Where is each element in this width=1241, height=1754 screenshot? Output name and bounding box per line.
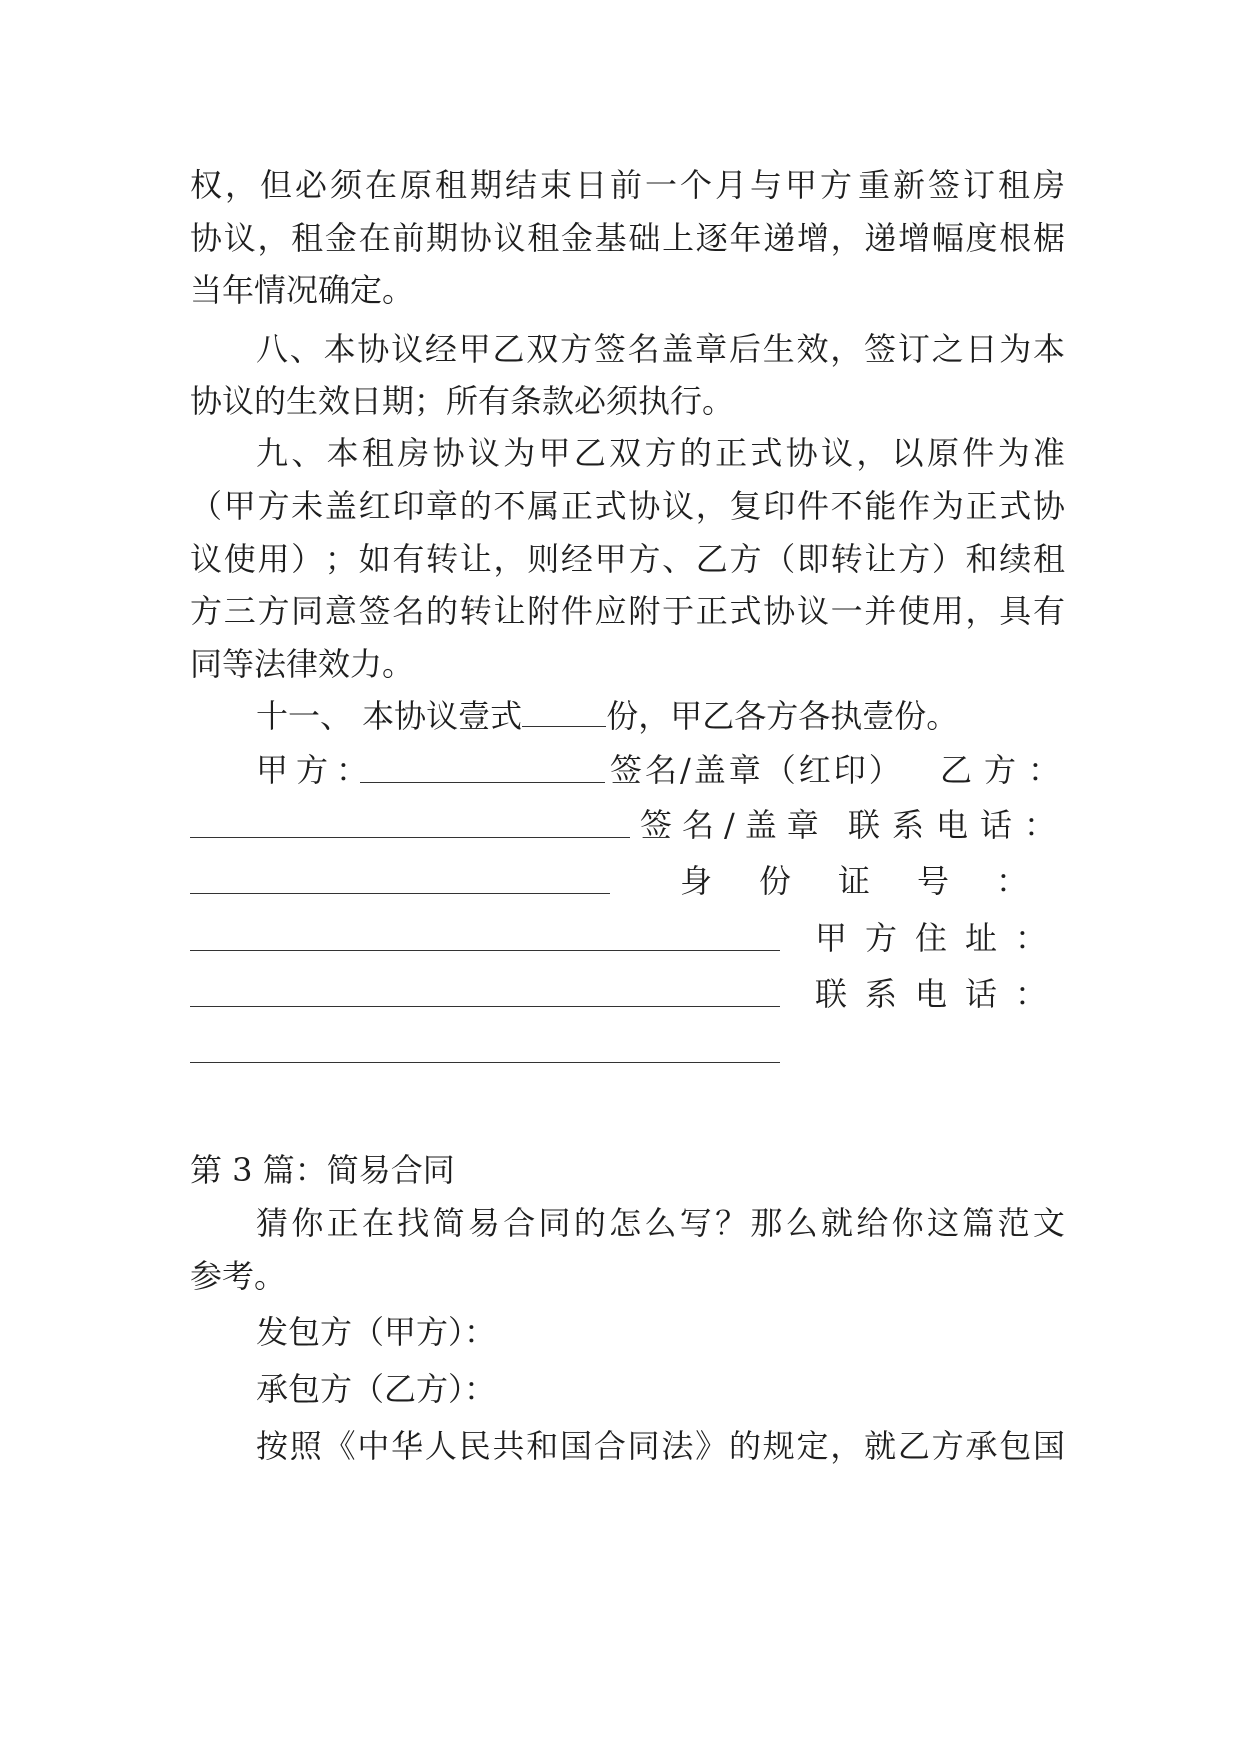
clause-text-char: （ (763, 540, 796, 578)
basis-text-char: 国 (1032, 1427, 1065, 1465)
clause-text-char: 生 (762, 330, 795, 368)
basis-text-char: 乙 (897, 1427, 930, 1465)
clause-text-char: 、 (662, 540, 695, 578)
clause-text-char: 同 (291, 592, 324, 630)
clause-text-char: 章 (695, 330, 728, 368)
copies-blank (522, 692, 606, 727)
party-b-label-row (940, 742, 1073, 798)
clause-text-char: ） (291, 540, 324, 578)
clause-text-char: 后 (728, 330, 761, 368)
clause-text-char: 年 (729, 219, 762, 257)
clause-text-char: 协 (628, 487, 661, 525)
clause-text-char: 复 (729, 487, 762, 525)
intro-text-char: 文 (1032, 1204, 1065, 1242)
clause-text-char: 印 (763, 487, 796, 525)
clause-text-char: 件 (962, 434, 995, 472)
clause-text-char: 不 (830, 487, 863, 525)
clause-text-char: 则 (527, 540, 560, 578)
basis-text-char: 民 (458, 1427, 491, 1465)
clause-text-char: 使 (898, 592, 931, 630)
intro-text-char: 易 (467, 1204, 500, 1242)
clause-text-char: 附 (527, 592, 560, 630)
clause-text-char: 一 (645, 166, 678, 204)
clause-text-char: 协 (432, 434, 465, 472)
intro-text-char: 简 (432, 1204, 465, 1242)
intro-text: 参考。 (190, 1257, 287, 1295)
clause-text-char: ； (324, 540, 357, 578)
clause-text-char: 递 (763, 219, 796, 257)
basis-text-char: 合 (593, 1427, 626, 1465)
clause-9-line-1 (256, 425, 1065, 481)
clause-text-char: 逐 (695, 219, 728, 257)
party-b-label: 乙方： (940, 751, 1073, 789)
clause-text-char: 租 (1032, 540, 1065, 578)
clause-text-char: 双 (526, 330, 559, 368)
clause-text-char: 订 (897, 330, 930, 368)
clause-text-char: （ (190, 487, 223, 525)
clause-text-char: 能 (864, 487, 897, 525)
basis-text-char: 的 (728, 1427, 761, 1465)
clause-text-char: 应 (594, 592, 627, 630)
clause-text-char: 本 (323, 330, 356, 368)
address-blank (190, 1006, 780, 1007)
clause-text-char: 式 (729, 592, 762, 630)
clause-9-line-4 (190, 583, 1065, 639)
clause-text-char: 结 (505, 166, 538, 204)
clause-text-char: 的 (679, 434, 712, 472)
clause-text-char: 属 (527, 487, 560, 525)
clause-text-char: 方 (729, 540, 762, 578)
clause-7-line-3 (190, 262, 1065, 318)
phone-row-2 (815, 966, 1075, 1022)
contractor-a-line (256, 1304, 1065, 1360)
section-3-intro-line-1 (256, 1195, 1065, 1251)
clause-text-char: 签 (358, 592, 391, 630)
basis-line-1 (256, 1418, 1065, 1474)
clause-text-char: 方 (898, 540, 931, 578)
clause-text-char: 与 (750, 166, 783, 204)
clause-text-char: 为 (503, 434, 536, 472)
clause-text-char: 式 (999, 487, 1032, 525)
section-3-intro-line-2 (190, 1248, 1065, 1304)
clause-text-char: 正 (560, 487, 593, 525)
clause-text-char: 原 (400, 166, 433, 204)
basis-text-char: 定 (796, 1427, 829, 1465)
clause-text-char: 的 (426, 592, 459, 630)
basis-text-char: 国 (560, 1427, 593, 1465)
clause-text-char: 有 (392, 540, 425, 578)
clause-text-char: 前 (392, 219, 425, 257)
clause-text-char: 协 (785, 434, 818, 472)
intro-text-char: 么 (644, 1204, 677, 1242)
basis-text-char: 和 (526, 1427, 559, 1465)
intro-text-char: 的 (573, 1204, 606, 1242)
clause-text-char: 甲 (458, 330, 491, 368)
clause-text-char: 租 (361, 434, 394, 472)
address-label: 甲方住址： (815, 919, 1066, 957)
clause-text-char: 权 (190, 166, 223, 204)
clause-text-char: 增 (898, 219, 931, 257)
clause-text-char: 度 (965, 219, 998, 257)
clause-text-char: 方 (257, 487, 290, 525)
clause-text-char: 经 (560, 540, 593, 578)
clause-text-char: 前 (610, 166, 643, 204)
clause-text-char: 议 (391, 330, 424, 368)
intro-text-char: 正 (326, 1204, 359, 1242)
clause-text-char: 用 (257, 540, 290, 578)
clause-text-char: 盖 (661, 330, 694, 368)
intro-text-char: 篇 (962, 1204, 995, 1242)
clause-text-char: 准 (1032, 434, 1065, 472)
clause-text-char: 议 (662, 487, 695, 525)
contractor-b-line (256, 1361, 1065, 1417)
intro-text-char: 合 (503, 1204, 536, 1242)
intro-text-char: 范 (997, 1204, 1030, 1242)
clause-text-char: 方 (257, 592, 290, 630)
basis-text-char: 规 (762, 1427, 795, 1465)
clause-text-char: 红 (358, 487, 391, 525)
clause-text-char: 为 (999, 330, 1032, 368)
clause-text-char: 让 (459, 540, 492, 578)
clause-11-suffix: 份，甲乙各方各执壹份。 (606, 697, 959, 735)
basis-text-char: 华 (391, 1427, 424, 1465)
basis-text-char: 按 (256, 1427, 289, 1465)
basis-text-char: 人 (424, 1427, 457, 1465)
clause-text-char: ， (830, 219, 863, 257)
intro-text-char: 就 (821, 1204, 854, 1242)
clause-11 (256, 688, 1065, 744)
clause-text-char: 让 (493, 592, 526, 630)
clause-text-char: 以 (891, 434, 924, 472)
clause-text-char: 协 (459, 219, 492, 257)
clause-text-char: 议 (190, 540, 223, 578)
basis-text-char: 就 (864, 1427, 897, 1465)
basis-text-char: 中 (357, 1427, 390, 1465)
clause-text: 同等法律效力。 (190, 645, 415, 683)
clause-text-char: 方 (644, 434, 677, 472)
clause-text-char: 盖 (324, 487, 357, 525)
id-row (680, 853, 1075, 909)
clause-text-char: 议 (223, 219, 256, 257)
clause-text-char: 转 (459, 592, 492, 630)
intro-text-char: 给 (856, 1204, 889, 1242)
clause-text-char: 有 (1032, 592, 1065, 630)
clause-text-char: 方 (628, 540, 661, 578)
clause-text-char: 议 (821, 434, 854, 472)
clause-text-char: 租 (997, 166, 1030, 204)
clause-text-char: 期 (426, 219, 459, 257)
phone-row-1 (848, 797, 1073, 853)
clause-text: 当年情况确定。 (190, 271, 415, 309)
clause-text-char: ， (856, 434, 889, 472)
clause-text-char: ， (257, 219, 290, 257)
contractor-b-label: 承包方（乙方）： (256, 1370, 497, 1408)
intro-text-char: 怎 (609, 1204, 642, 1242)
clause-text-char: 、 (289, 330, 322, 368)
clause-text-char: 九 (256, 434, 289, 472)
clause-7-line-2 (190, 210, 1065, 266)
clause-text-char: 签 (927, 166, 960, 204)
contractor-a-label: 发包方（甲方）： (256, 1313, 497, 1351)
clause-text-char: 甲 (594, 540, 627, 578)
clause-text-char: 为 (931, 487, 964, 525)
id-label: 身份证号： (680, 862, 1076, 900)
intro-text-char: 你 (291, 1204, 324, 1242)
party-a-label: 甲方： (256, 751, 377, 789)
clause-text-char: ， (493, 540, 526, 578)
clause-text-char: 经 (424, 330, 457, 368)
clause-text-char: 递 (864, 219, 897, 257)
clause-text-char: 议 (493, 219, 526, 257)
clause-text-char: 租 (435, 166, 468, 204)
phone-label: 联系电话： (848, 806, 1069, 844)
clause-text-char: 原 (926, 434, 959, 472)
clause-9-line-5 (190, 636, 1065, 692)
basis-text-char: 照 (289, 1427, 322, 1465)
clause-text-char: 础 (628, 219, 661, 257)
clause-text-char: 日 (575, 166, 608, 204)
clause-text-char: 在 (365, 166, 398, 204)
intro-text-char: 么 (785, 1204, 818, 1242)
clause-text-char: 和 (965, 540, 998, 578)
clause-text-char: ， (695, 487, 728, 525)
clause-text-char: 方 (560, 330, 593, 368)
clause-text-char: 转 (830, 540, 863, 578)
clause-text-char: 月 (715, 166, 748, 204)
clause-text-char: 金 (324, 219, 357, 257)
intro-text-char: 这 (926, 1204, 959, 1242)
clause-text-char: 房 (397, 434, 430, 472)
clause-text-char: 新 (892, 166, 925, 204)
intro-text-char: ？ (715, 1204, 748, 1242)
clause-text-char: 效 (796, 330, 829, 368)
clause-text-char: 议 (467, 434, 500, 472)
intro-text-char: 写 (679, 1204, 712, 1242)
clause-text-char: 的 (459, 487, 492, 525)
clause-text-char: 签 (593, 330, 626, 368)
clause-text-char: 方 (190, 592, 223, 630)
basis-text-char: 包 (999, 1427, 1032, 1465)
intro-text-char: 找 (397, 1204, 430, 1242)
clause-9-line-2 (190, 478, 1065, 534)
basis-text-char: 法 (661, 1427, 694, 1465)
clause-text-char: 让 (864, 540, 897, 578)
clause-text-char: 租 (291, 219, 324, 257)
clause-text-char: 必 (295, 166, 328, 204)
clause-text-char: 议 (796, 592, 829, 630)
clause-text-char: 乙 (492, 330, 525, 368)
clause-text-char: 并 (864, 592, 897, 630)
clause-text-char: 式 (594, 487, 627, 525)
sign-seal: 签名/盖章 (640, 806, 829, 844)
clause-text-char: 为 (997, 434, 1030, 472)
basis-text-char: ， (830, 1427, 863, 1465)
clause-text-char: 房 (1032, 166, 1065, 204)
party-b-name-blank (190, 837, 630, 838)
clause-text-char: 三 (223, 592, 256, 630)
clause-text-char: 个 (680, 166, 713, 204)
basis-text-char: 《 (323, 1427, 356, 1465)
clause-text-char: 即 (796, 540, 829, 578)
clause-text-char: 如 (358, 540, 391, 578)
clause-text-char: 重 (857, 166, 890, 204)
phone-label-2: 联系电话： (815, 975, 1066, 1013)
intro-text-char: 猜 (256, 1204, 289, 1242)
clause-text-char: 束 (540, 166, 573, 204)
clause-text-char: 在 (358, 219, 391, 257)
clause-text-char: 幅 (931, 219, 964, 257)
clause-text-char: 式 (750, 434, 783, 472)
clause-text-char: 乙 (695, 540, 728, 578)
sign-seal-row (640, 797, 829, 853)
clause-text-char: 转 (426, 540, 459, 578)
clause-text-char: 须 (330, 166, 363, 204)
clause-text-char: 金 (560, 219, 593, 257)
clause-text-char: ） (931, 540, 964, 578)
clause-text-char: 章 (426, 487, 459, 525)
intro-text-char: 那 (750, 1204, 783, 1242)
clause-text-char: 订 (962, 166, 995, 204)
sign-seal-red: 签名/盖章（红印） (610, 751, 904, 789)
section-3-title (190, 1142, 1065, 1198)
clause-text-char: 使 (223, 540, 256, 578)
clause-text-char: 乙 (573, 434, 606, 472)
clause-text-char: 协 (763, 592, 796, 630)
clause-text-char: 协 (190, 219, 223, 257)
clause-text-char: 不 (493, 487, 526, 525)
clause-text-char: 租 (527, 219, 560, 257)
clause-text-char: 本 (1032, 330, 1065, 368)
clause-text-char: ， (225, 166, 258, 204)
clause-text: 协议的生效日期；所有条款必须执行。 (190, 382, 735, 420)
clause-text-char: 椐 (1032, 219, 1065, 257)
intro-text-char: 同 (538, 1204, 571, 1242)
clause-text-char: 件 (796, 487, 829, 525)
phone-blank-1 (190, 893, 610, 894)
clause-text-char: 期 (470, 166, 503, 204)
clause-text-char: ， (965, 592, 998, 630)
sign-seal-red-row (610, 742, 910, 798)
clause-text-char: 一 (830, 592, 863, 630)
clause-text-char: 本 (326, 434, 359, 472)
clause-text-char: 日 (965, 330, 998, 368)
clause-text-char: 附 (628, 592, 661, 630)
clause-text-char: 上 (662, 219, 695, 257)
section-title: 第 3 篇：简易合同 (190, 1151, 455, 1189)
basis-text-char: 方 (931, 1427, 964, 1465)
clause-text-char: 根 (999, 219, 1032, 257)
clause-text-char: ， (830, 330, 863, 368)
intro-text-char: 在 (361, 1204, 394, 1242)
clause-7-line-1 (190, 157, 1065, 213)
party-a-name-blank (360, 782, 605, 783)
clause-text-char: 、 (291, 434, 324, 472)
clause-text-char: 件 (560, 592, 593, 630)
clause-text-char: 方 (820, 166, 853, 204)
clause-text-char: 甲 (785, 166, 818, 204)
clause-text-char: 用 (931, 592, 964, 630)
clause-text-char: 具 (999, 592, 1032, 630)
clause-text-char: 续 (999, 540, 1032, 578)
clause-text-char: 基 (594, 219, 627, 257)
clause-text-char: 甲 (223, 487, 256, 525)
clause-text-char: 八 (256, 330, 289, 368)
clause-9-line-3 (190, 531, 1065, 587)
clause-11-prefix: 十一、 本协议壹式 (256, 697, 523, 735)
clause-text-char: 但 (260, 166, 293, 204)
clause-text-char: 名 (392, 592, 425, 630)
clause-text-char: 签 (864, 330, 897, 368)
clause-text-char: 于 (662, 592, 695, 630)
clause-text-char: 意 (324, 592, 357, 630)
clause-text-char: 正 (695, 592, 728, 630)
basis-text-char: 承 (965, 1427, 998, 1465)
clause-text-char: 未 (291, 487, 324, 525)
clause-text-char: 正 (965, 487, 998, 525)
clause-text-char: 印 (392, 487, 425, 525)
basis-text-char: 》 (695, 1427, 728, 1465)
clause-text-char: 协 (357, 330, 390, 368)
address-row (815, 910, 1075, 966)
clause-8-line-1 (256, 321, 1065, 377)
clause-text-char: 作 (898, 487, 931, 525)
clause-text-char: 之 (931, 330, 964, 368)
clause-text-char: 协 (1032, 487, 1065, 525)
clause-8-line-2 (190, 373, 1065, 429)
basis-text-char: 共 (492, 1427, 525, 1465)
intro-text-char: 你 (891, 1204, 924, 1242)
phone-blank-2 (190, 1062, 780, 1063)
id-blank (190, 950, 780, 951)
clause-text-char: 甲 (538, 434, 571, 472)
basis-text-char: 同 (627, 1427, 660, 1465)
clause-text-char: 正 (715, 434, 748, 472)
clause-text-char: 增 (796, 219, 829, 257)
clause-text-char: 名 (627, 330, 660, 368)
clause-text-char: 双 (609, 434, 642, 472)
